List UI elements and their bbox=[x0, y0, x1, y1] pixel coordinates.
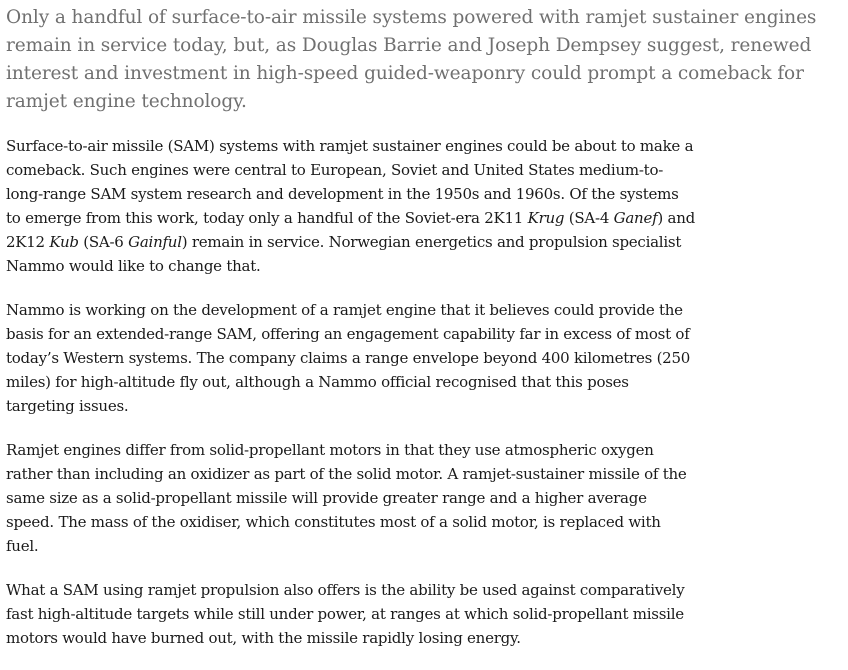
ganef-name: Ganef bbox=[613, 209, 658, 227]
paragraph-1-text-2: (SA-4 bbox=[564, 209, 614, 227]
paragraph-3: Ramjet engines differ from solid-propellant motors in that they use atmospheric oxygen rather than including an oxidizer as part of the solid motor. A ramjet-sustainer missile of the same size as a solid-propellant missile will provide greater range and a higher average speed. The mass of the oxidiser, which constitutes most of a solid motor, is replaced with fuel. bbox=[6, 441, 687, 555]
paragraph-1-text-1: Surface-to-air missile (SAM) systems with ramjet sustainer engines could be about to make a comeback. Such engines were central to European, Soviet and United States medium-to-long-range SAM system research and development in the 1950s and 1960s. Of the systems to emerge from this work, today only a handful of the Soviet-era 2K11 bbox=[6, 137, 694, 227]
paragraph-1-text-3: ) and 2K12 bbox=[6, 209, 695, 251]
krug-name: Krug bbox=[527, 209, 565, 227]
article-standfirst: Only a handful of surface-to-air missile systems powered with ramjet sustainer engines remain in service today, but, as Douglas Barrie and Joseph Dempsey suggest, renewed interest and investment in high-speed guided-weaponry could prompt a comeback for ramjet engine technology. bbox=[6, 7, 817, 112]
paragraph-1-text-5: ) remain in service. Norwegian energetics and propulsion specialist Nammo would like to change that. bbox=[6, 233, 682, 275]
kub-name: Kub bbox=[49, 233, 79, 251]
paragraph-2: Nammo is working on the development of a ramjet engine that it believes could provide the basis for an extended-range SAM, offering an engagement capability far in excess of most of today’s Western systems. The company claims a range envelope beyond 400 kilometres (250 miles) for high-altitude fly out, although a Nammo official recognised that this poses targeting issues. bbox=[6, 301, 691, 415]
paragraph-1 bbox=[6, 134, 696, 278]
article bbox=[6, 4, 842, 670]
paragraph-1-text-4: (SA-6 bbox=[78, 233, 129, 251]
paragraph-4: What a SAM using ramjet propulsion also offers is the ability be used against comparatively fast high-altitude targets while still under power, at ranges at which solid-propellant missile motors would have burned out, with the missile rapidly losing energy. bbox=[6, 581, 685, 647]
gainful-name: Gainful bbox=[128, 233, 182, 251]
